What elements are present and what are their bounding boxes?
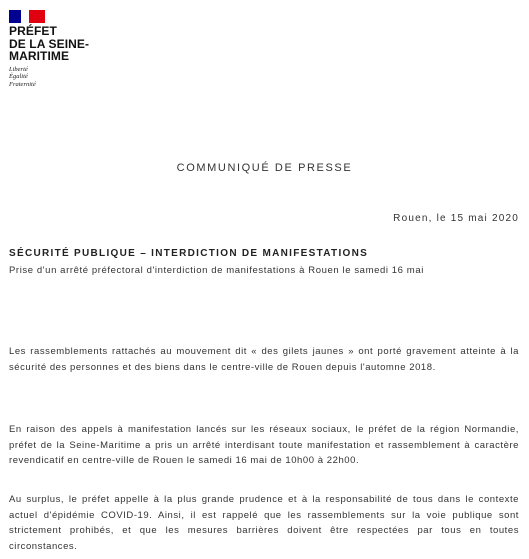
paragraph-2: En raison des appels à manifestation lancés sur les réseaux sociaux, le préfet de la région Normandie, préfet de la Seine-Maritime a pris un arrêté interdisant toute manifestation et rassemblement à caractère revendicatif en centre-ville de Rouen le samedi 16 mai de 10h00 à 22h00.	[9, 424, 519, 466]
french-flag-icon	[9, 10, 45, 23]
paragraph-3: Au surplus, le préfet appelle à la plus grande prudence et à la responsabilité de tous dans le contexte actuel d'épidémie COVID-19. Ainsi, il est rappelé que les rassemblements sur la voie publique sont strictement prohibés, et que les mesures barrières doivent être respectées par tous en toutes circonstances.	[9, 494, 519, 552]
republic-motto: Liberté Égalité Fraternité	[9, 65, 36, 88]
prefecture-name: PRÉFET DE LA SEINE- MARITIME	[9, 24, 90, 63]
document-type-label: COMMUNIQUÉ DE PRESSE	[176, 162, 353, 174]
press-title: SÉCURITÉ PUBLIQUE – INTERDICTION DE MANIFESTATIONS	[9, 248, 369, 259]
date-line: Rouen, le 15 mai 2020	[393, 213, 519, 224]
paragraph-1: Les rassemblements rattachés au mouvement dit « des gilets jaunes » ont porté gravement atteinte à la sécurité des personnes et des biens dans le centre-ville de Rouen depuis l'automne 2018.	[9, 346, 519, 373]
press-subtitle: Prise d'un arrêté préfectoral d'interdiction de manifestations à Rouen le samedi 16 mai	[9, 265, 424, 276]
republic-logo	[9, 10, 129, 88]
